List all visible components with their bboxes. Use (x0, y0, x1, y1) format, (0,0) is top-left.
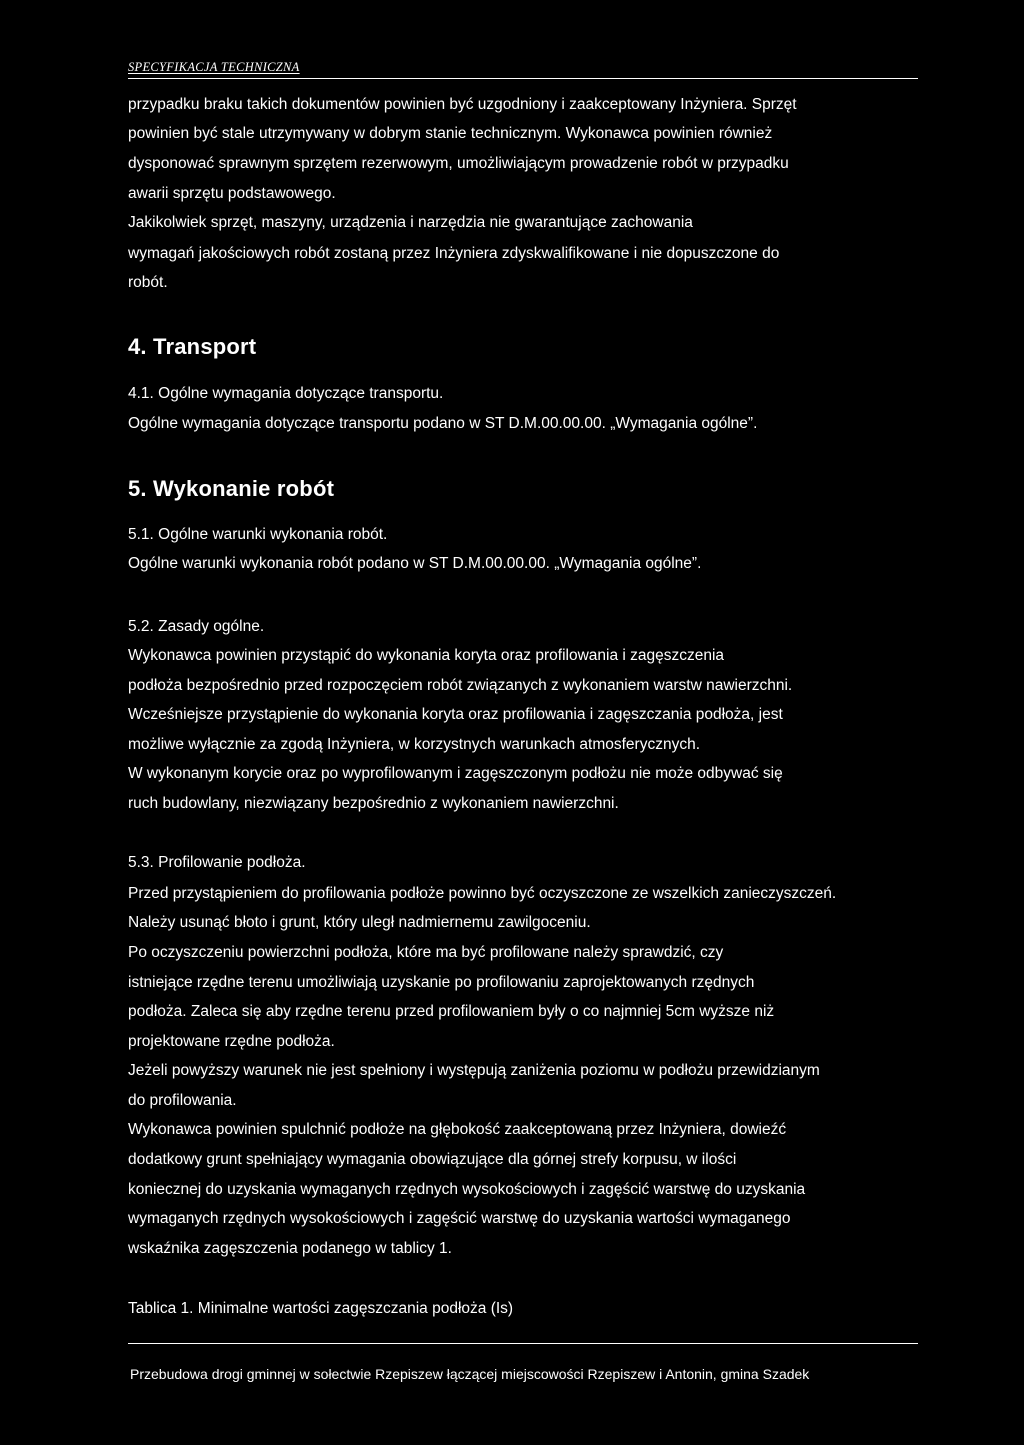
section-4-1-text: Ogólne wymagania dotyczące transportu podano w ST D.M.00.00.00. „Wymagania ogólne”. (128, 415, 758, 432)
section-5-3-line: podłoża. Zaleca się aby rzędne terenu przed profilowaniem były o co najmniej 5cm wyższe niż (128, 1003, 775, 1020)
section-5-3-line: Po oczyszczeniu powierzchni podłoża, które ma być profilowane należy sprawdzić, czy (128, 944, 724, 961)
section-5-3-line: do profilowania. (128, 1092, 237, 1109)
intro-line: powinien być stale utrzymywany w dobrym stanie technicznym. Wykonawca powinien również (128, 125, 773, 142)
intro-line: Jakikolwiek sprzęt, maszyny, urządzenia i narzędzia nie gwarantujące zachowania (128, 214, 693, 231)
section-5-3-line: wymaganych rzędnych wysokościowych i zagęścić warstwę do uzyskania wartości wymaganego (128, 1210, 791, 1227)
section-5-2-line: podłoża bezpośrednio przed rozpoczęciem robót związanych z wykonaniem warstw nawierzchni. (128, 677, 793, 694)
section-5-2-line: Wcześniejsze przystąpienie do wykonania koryta oraz profilowania i zagęszczania podłoża, jest (128, 706, 783, 723)
intro-line: dysponować sprawnym sprzętem rezerwowym, umożliwiającym prowadzenie robót w przypadku (128, 155, 789, 172)
section-4-1-heading: 4.1. Ogólne wymagania dotyczące transportu. (128, 385, 444, 402)
section-5-3-line: projektowane rzędne podłoża. (128, 1033, 335, 1050)
section-5-3-line: Jeżeli powyższy warunek nie jest spełniony i występują zaniżenia poziomu w podłożu przewidzianym (128, 1062, 820, 1079)
section-4-heading: 4. Transport (128, 334, 257, 359)
table-caption: Tablica 1. Minimalne wartości zagęszczania podłoża (Is) (128, 1300, 514, 1317)
intro-line: wymagań jakościowych robót zostaną przez Inżyniera zdyskwalifikowane i nie dopuszczone do (128, 245, 780, 262)
section-5-2-heading: 5.2. Zasady ogólne. (128, 618, 265, 635)
running-footer: Przebudowa drogi gminnej w sołectwie Rzepiszew łączącej miejscowości Rzepiszew i Antonin, gmina Szadek (130, 1366, 810, 1382)
intro-line: awarii sprzętu podstawowego. (128, 185, 336, 202)
section-5-2-line: W wykonanym korycie oraz po wyprofilowanym i zagęszczonym podłożu nie może odbywać się (128, 765, 783, 782)
section-5-2-line: możliwe wyłącznie za zgodą Inżyniera, w korzystnych warunkach atmosferycznych. (128, 736, 701, 753)
section-5-2-line: Wykonawca powinien przystąpić do wykonania koryta oraz profilowania i zagęszczenia (128, 647, 725, 664)
section-5-1-heading: 5.1. Ogólne warunki wykonania robót. (128, 526, 388, 543)
section-5-heading: 5. Wykonanie robót (128, 476, 335, 501)
section-5-1-text: Ogólne warunki wykonania robót podano w ST D.M.00.00.00. „Wymagania ogólne”. (128, 555, 702, 572)
header-rule (128, 78, 918, 79)
footer-rule (128, 1343, 918, 1344)
section-5-3-heading: 5.3. Profilowanie podłoża. (128, 854, 306, 871)
section-5-3-line: Wykonawca powinien spulchnić podłoże na głębokość zaakceptowaną przez Inżyniera, dowieźć (128, 1121, 787, 1138)
intro-line: przypadku braku takich dokumentów powinien być uzgodniony i zaakceptowany Inżyniera. Sprzęt (128, 96, 797, 113)
section-5-3-line: Przed przystąpieniem do profilowania podłoże powinno być oczyszczone ze wszelkich zanieczyszczeń. (128, 885, 837, 902)
section-5-2-line: ruch budowlany, niezwiązany bezpośrednio z wykonaniem nawierzchni. (128, 795, 619, 812)
section-5-3-line: istniejące rzędne terenu umożliwiają uzyskanie po profilowaniu zaprojektowanych rzędnych (128, 974, 755, 991)
section-5-3-line: koniecznej do uzyskania wymaganych rzędnych wysokościowych i zagęścić warstwę do uzyskania (128, 1181, 806, 1198)
running-header: SPECYFIKACJA TECHNICZNA (128, 60, 300, 74)
section-5-3-line: Należy usunąć błoto i grunt, który uległ nadmiernemu zawilgoceniu. (128, 914, 591, 931)
section-5-3-line: dodatkowy grunt spełniający wymagania obowiązujące dla górnej strefy korpusu, w ilości (128, 1151, 737, 1168)
section-5-3-line: wskaźnika zagęszczenia podanego w tablicy 1. (128, 1240, 452, 1257)
intro-line: robót. (128, 274, 168, 291)
